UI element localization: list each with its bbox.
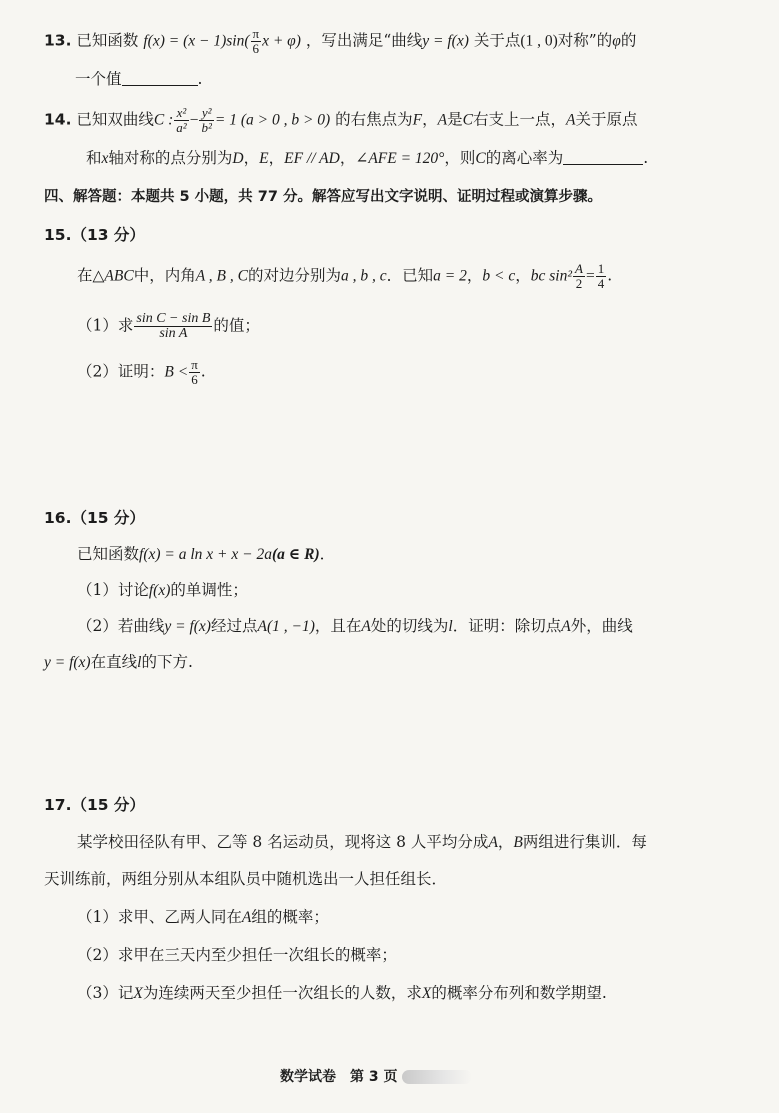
q15-heading: 15.（13 分） <box>44 226 145 244</box>
q13-text: 关于点 <box>473 31 521 50</box>
q13-number: 13. <box>44 31 72 50</box>
q16-part1: （1）讨论f(x)的单调性； <box>77 581 248 599</box>
section-heading: 四、解答题：本题共 5 小题，共 77 分。解答应写出文字说明、证明过程或演算步骤。 <box>44 189 602 205</box>
q13-point: (1 , 0) <box>520 32 558 50</box>
q15-part1: （1）求 $\frac{\text{sin C − sin B}}{\text{sin A}}$ 的值； <box>77 311 260 341</box>
smudge-mark <box>402 1070 472 1084</box>
q14-fraction-y: $\frac{\text{y²}}{\text{b²}}$ <box>201 105 212 135</box>
q14-number: 14. <box>44 110 72 129</box>
q17-stem-line1: 某学校田径队有甲、乙等 8 名运动员，现将这 8 人平均分成A，B两组进行集训．每 <box>77 833 647 851</box>
page-number: 数学试卷 第 3 页 <box>280 1069 398 1085</box>
q15-fraction-a2: $\frac{A}{2}$ <box>575 261 583 291</box>
q14-line2: 和x轴对称的点分别为D，E，EF // AD，∠AFE = 120°，则C的离心率为 . <box>86 149 649 167</box>
q13-function: f(x) = (x − 1)sin( <box>143 32 250 50</box>
q13-fraction: $\frac{\pi}{6}$ <box>252 26 260 56</box>
q17-part3: （3）记X为连续两天至少担任一次组长的人数，求X的概率分布列和数学期望. <box>77 984 607 1002</box>
q13-function-end: x + φ) <box>262 32 301 50</box>
page-footer <box>280 1066 472 1086</box>
q13-answer-blank[interactable] <box>122 69 198 86</box>
q17-stem-line2: 天训练前，两组分别从本组队员中随机选出一人担任组长． <box>44 870 448 888</box>
q16-part2: （2）若曲线y = f(x)经过点A(1 , −1)，且在A处的切线为l．证明：除切点A外，曲线 <box>77 617 633 635</box>
q16-heading: 16.（15 分） <box>44 509 145 527</box>
q14-text: 已知双曲线 <box>76 110 154 129</box>
q17-part1: （1）求甲、乙两人同在A组的概率； <box>77 908 329 926</box>
q13-text: ，写出满足“曲线 <box>305 31 423 50</box>
q15-pi-over-6: $\frac{\pi}{6}$ <box>191 357 198 387</box>
q13-text: 已知函数 <box>76 31 139 50</box>
q13-answer-label: 一个值 <box>75 70 122 88</box>
q14-fraction-x: $\frac{\text{x²}}{\text{a²}}$ <box>176 105 187 135</box>
q15-fraction-quarter: $\frac{1}{4}$ <box>597 261 605 291</box>
q17-heading: 17.（15 分） <box>44 796 145 814</box>
q16-stem: 已知函数f(x) = a ln x + x − 2a(a ∈ R)． <box>77 545 336 563</box>
q13-line2: 一个值 . <box>75 70 203 88</box>
q13-line1 <box>44 27 636 56</box>
q17-part2: （2）求甲在三天内至少担任一次组长的概率； <box>77 946 397 964</box>
q14-answer-blank[interactable] <box>563 148 643 165</box>
q13-curve: y = f(x) <box>422 32 469 50</box>
q14-equation: = 1 (a > 0 , b > 0) <box>214 111 331 129</box>
q15-stem: 在△ABC中，内角A , B , C的对边分别为a , b , c．已知a = 2，b < c，bc sin² $\frac{A}{2}$ = $\frac{1}{4}$ . <box>77 261 613 291</box>
q15-ratio: $\frac{\text{sin C − sin B}}{\text{sin A}}$ <box>136 311 211 341</box>
q13-text: 的 <box>620 31 637 50</box>
q13-phi: φ <box>612 32 621 50</box>
q16-part2-cont: y = f(x)在直线l的下方. <box>44 653 193 671</box>
q15-part2: （2）证明：B < $\frac{\pi}{6}$ . <box>77 357 206 387</box>
q14-line1: 14. 已知双曲线C : $\frac{\text{x²}}{\text{a²}}$ − $\frac{\text{y²}}{\text{b²}}$ = 1 (a > 0 , b > 0) 的右焦点为F，A是C右支上一点，A关于原点 <box>44 105 638 135</box>
q13-text: 对称”的 <box>557 31 613 50</box>
